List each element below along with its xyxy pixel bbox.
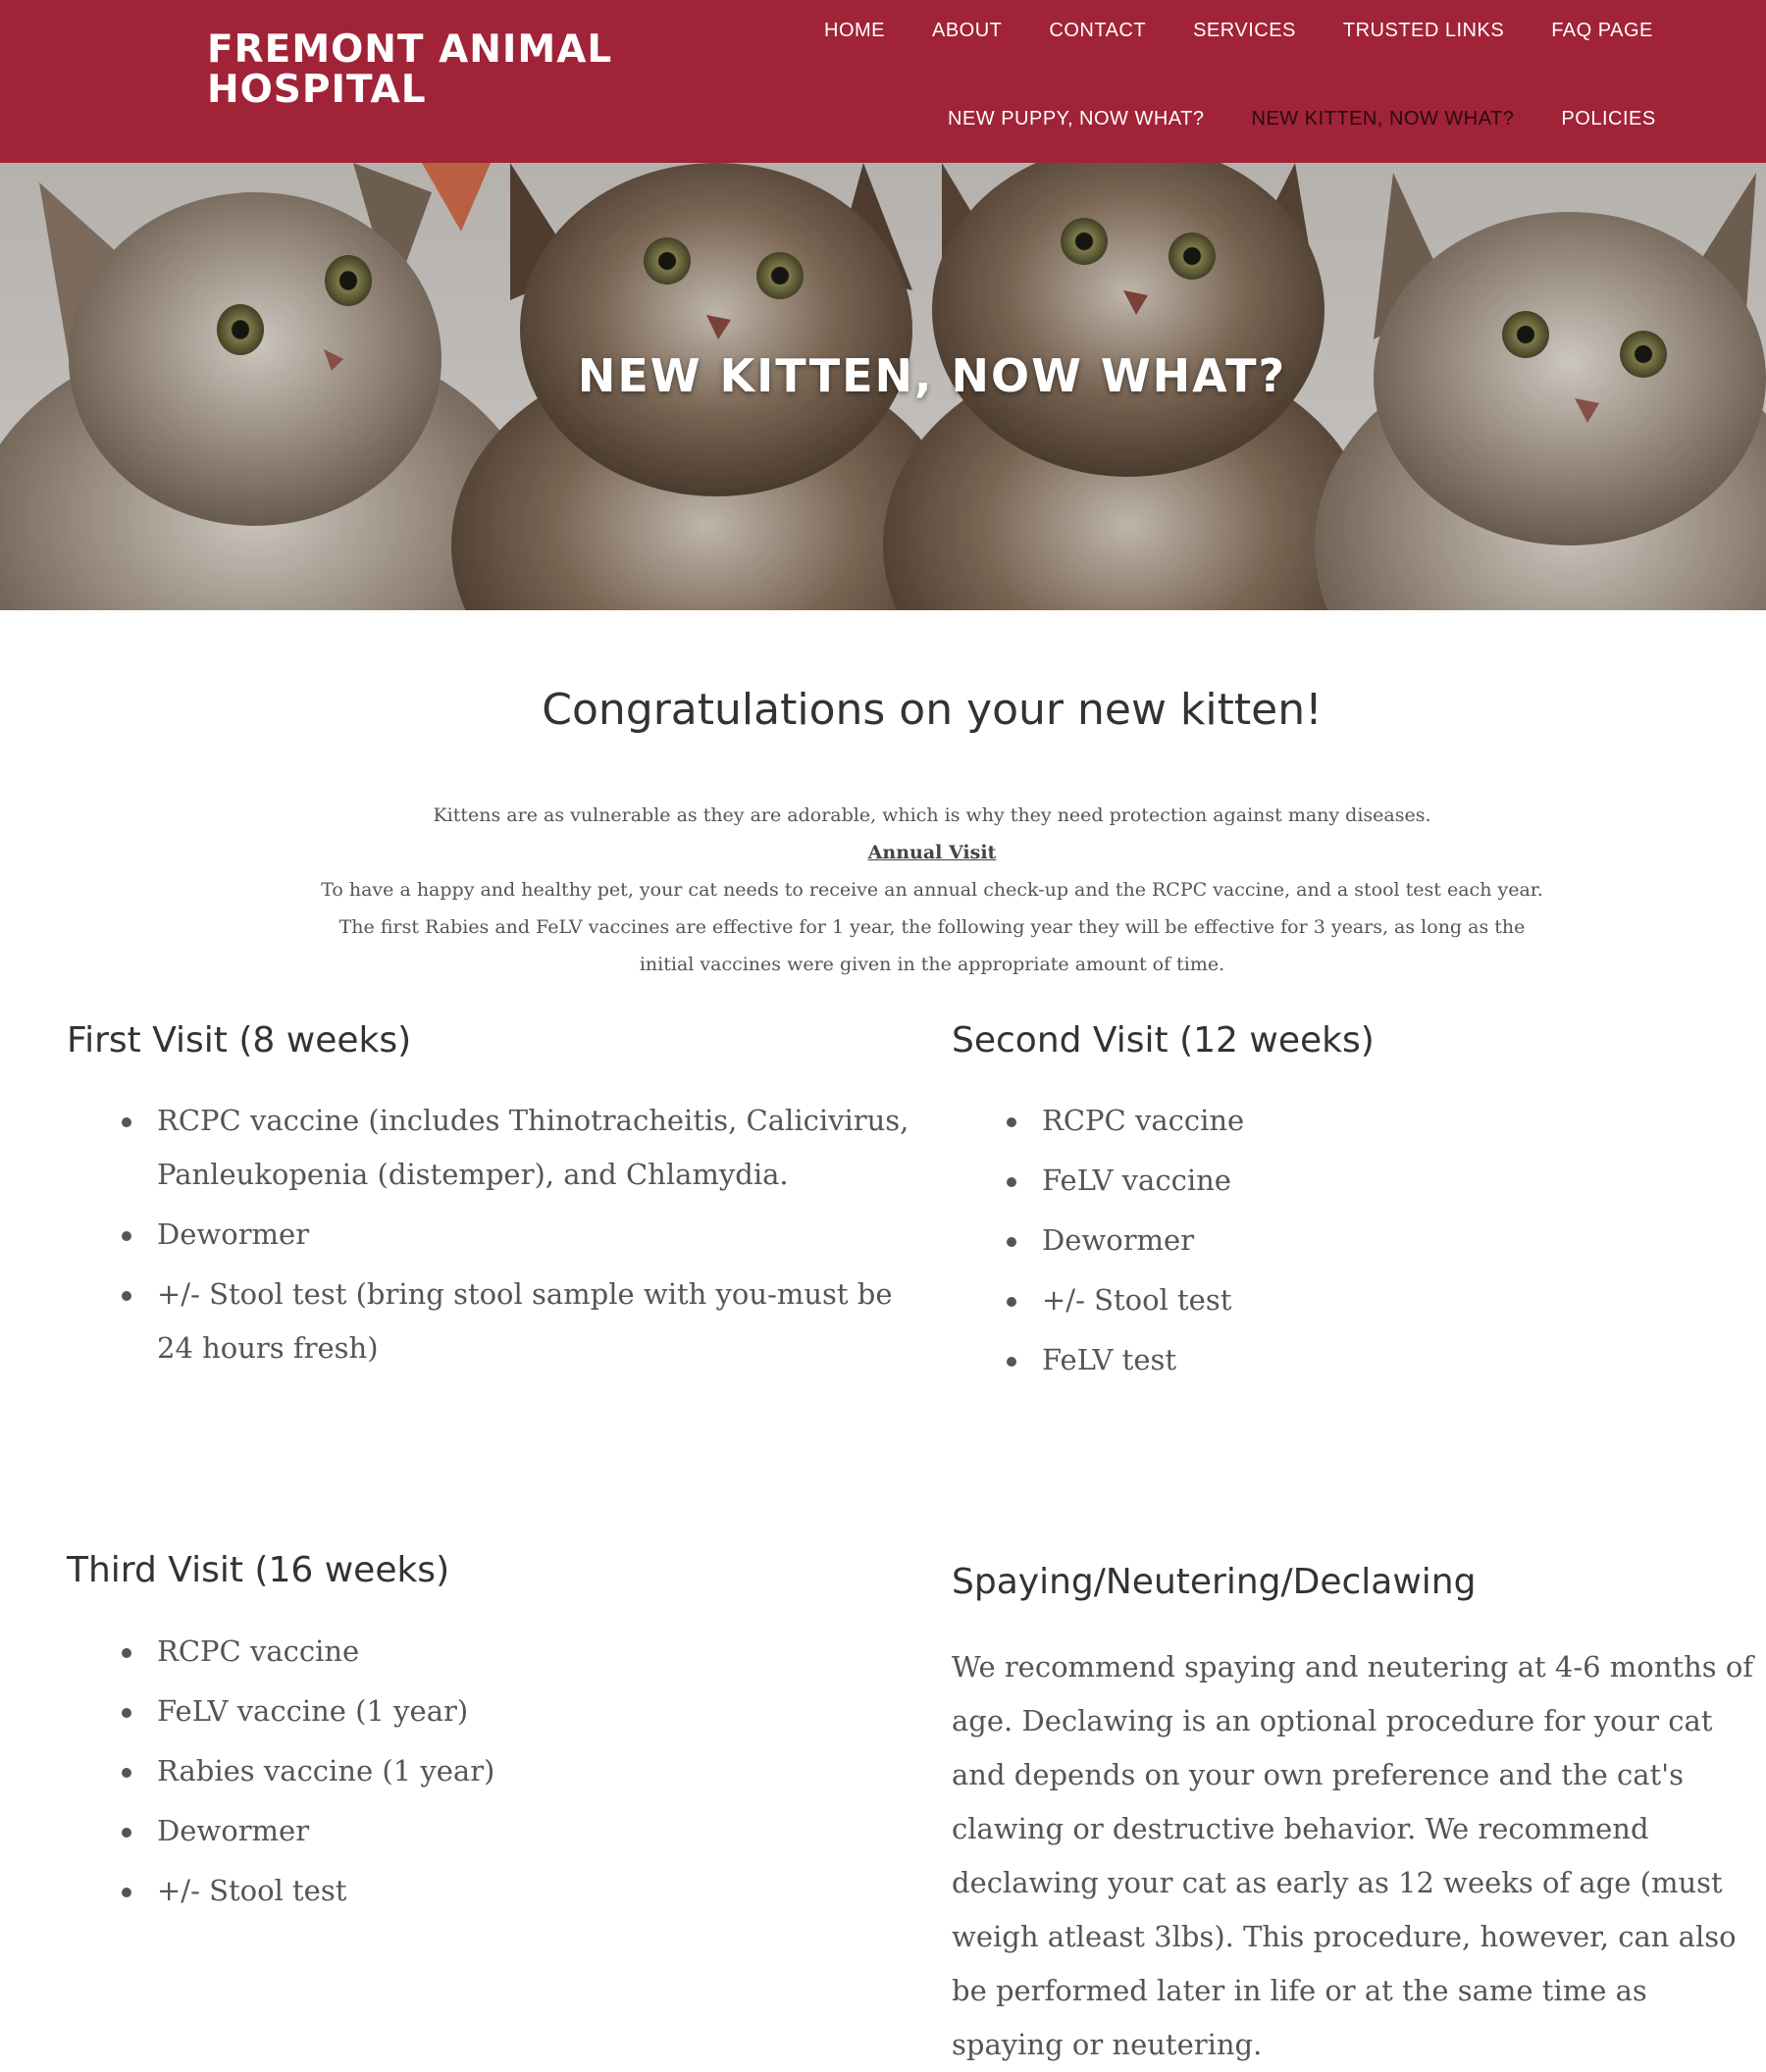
nav-new-kitten[interactable]: NEW KITTEN, NOW WHAT?: [1251, 108, 1515, 130]
first-visit-list: [67, 1094, 910, 1381]
site-header: [0, 0, 1766, 163]
third-visit-list: [67, 1625, 910, 1924]
list-item: +/- Stool test: [952, 1273, 1737, 1327]
nav-services[interactable]: SERVICES: [1193, 20, 1296, 41]
list-item: RCPC vaccine: [67, 1625, 910, 1679]
nav-new-puppy[interactable]: NEW PUPPY, NOW WHAT?: [948, 108, 1205, 130]
nav-faq-page[interactable]: FAQ PAGE: [1551, 20, 1653, 41]
list-item: Dewormer: [67, 1804, 910, 1858]
list-item: Rabies vaccine (1 year): [67, 1744, 910, 1798]
annual-visit-label: Annual Visit: [867, 842, 997, 863]
list-item: FeLV vaccine: [952, 1154, 1737, 1208]
site-logo[interactable]: [207, 29, 619, 110]
intro-line-2: To have a happy and healthy pet, your cat needs to receive an annual check-up and the RCPC vaccine, and a stool test each year.: [321, 879, 1543, 901]
intro-line-3: The first Rabies and FeLV vaccines are effective for 1 year, the following year they will be effective for 3 years, as long as the: [338, 916, 1526, 938]
spaying-paragraph: We recommend spaying and neutering at 4-6 months of age. Declawing is an optional procedure for your cat and depends on your own preference and the cat's clawing or destructive behavior. We recommend declawing your cat as early as 12 weeks of age (must weigh atleast 3lbs). This procedure, however, can also be performed later in life or at the same time as spaying or neutering.: [952, 1650, 1754, 2061]
logo-line-2: HOSPITAL: [207, 68, 427, 112]
intro-text: [294, 797, 1570, 983]
third-visit-title: Third Visit (16 weeks): [67, 1550, 450, 1590]
logo-line-1: FREMONT ANIMAL: [207, 27, 613, 72]
main-nav-row-1: [824, 20, 1653, 42]
spaying-title: Spaying/Neutering/Declawing: [952, 1562, 1477, 1602]
nav-home[interactable]: HOME: [824, 20, 885, 41]
list-item: FeLV vaccine (1 year): [67, 1684, 910, 1738]
page-heading: Congratulations on your new kitten!: [542, 685, 1323, 735]
first-visit-title: First Visit (8 weeks): [67, 1020, 412, 1061]
main-nav-row-2: [948, 108, 1656, 130]
second-visit-list: [952, 1094, 1737, 1393]
list-item: Dewormer: [67, 1208, 910, 1262]
nav-policies[interactable]: POLICIES: [1561, 108, 1656, 130]
list-item: +/- Stool test: [67, 1864, 910, 1918]
nav-trusted-links[interactable]: TRUSTED LINKS: [1342, 20, 1505, 41]
hero-banner: [0, 163, 1766, 610]
second-visit-title: Second Visit (12 weeks): [952, 1020, 1375, 1061]
intro-line-1: Kittens are as vulnerable as they are adorable, which is why they need protection against many diseases.: [433, 804, 1431, 826]
nav-contact[interactable]: CONTACT: [1049, 20, 1147, 41]
list-item: RCPC vaccine: [952, 1094, 1737, 1148]
list-item: +/- Stool test (bring stool sample with you-must be 24 hours fresh): [67, 1268, 910, 1375]
list-item: FeLV test: [952, 1333, 1737, 1387]
list-item: RCPC vaccine (includes Thinotracheitis, Calicivirus, Panleukopenia (distemper), and Chlamydia.: [67, 1094, 910, 1202]
intro-line-4: initial vaccines were given in the appropriate amount of time.: [639, 954, 1225, 975]
nav-about[interactable]: ABOUT: [932, 20, 1003, 41]
list-item: Dewormer: [952, 1214, 1737, 1268]
hero-title: NEW KITTEN, NOW WHAT?: [577, 349, 1287, 402]
